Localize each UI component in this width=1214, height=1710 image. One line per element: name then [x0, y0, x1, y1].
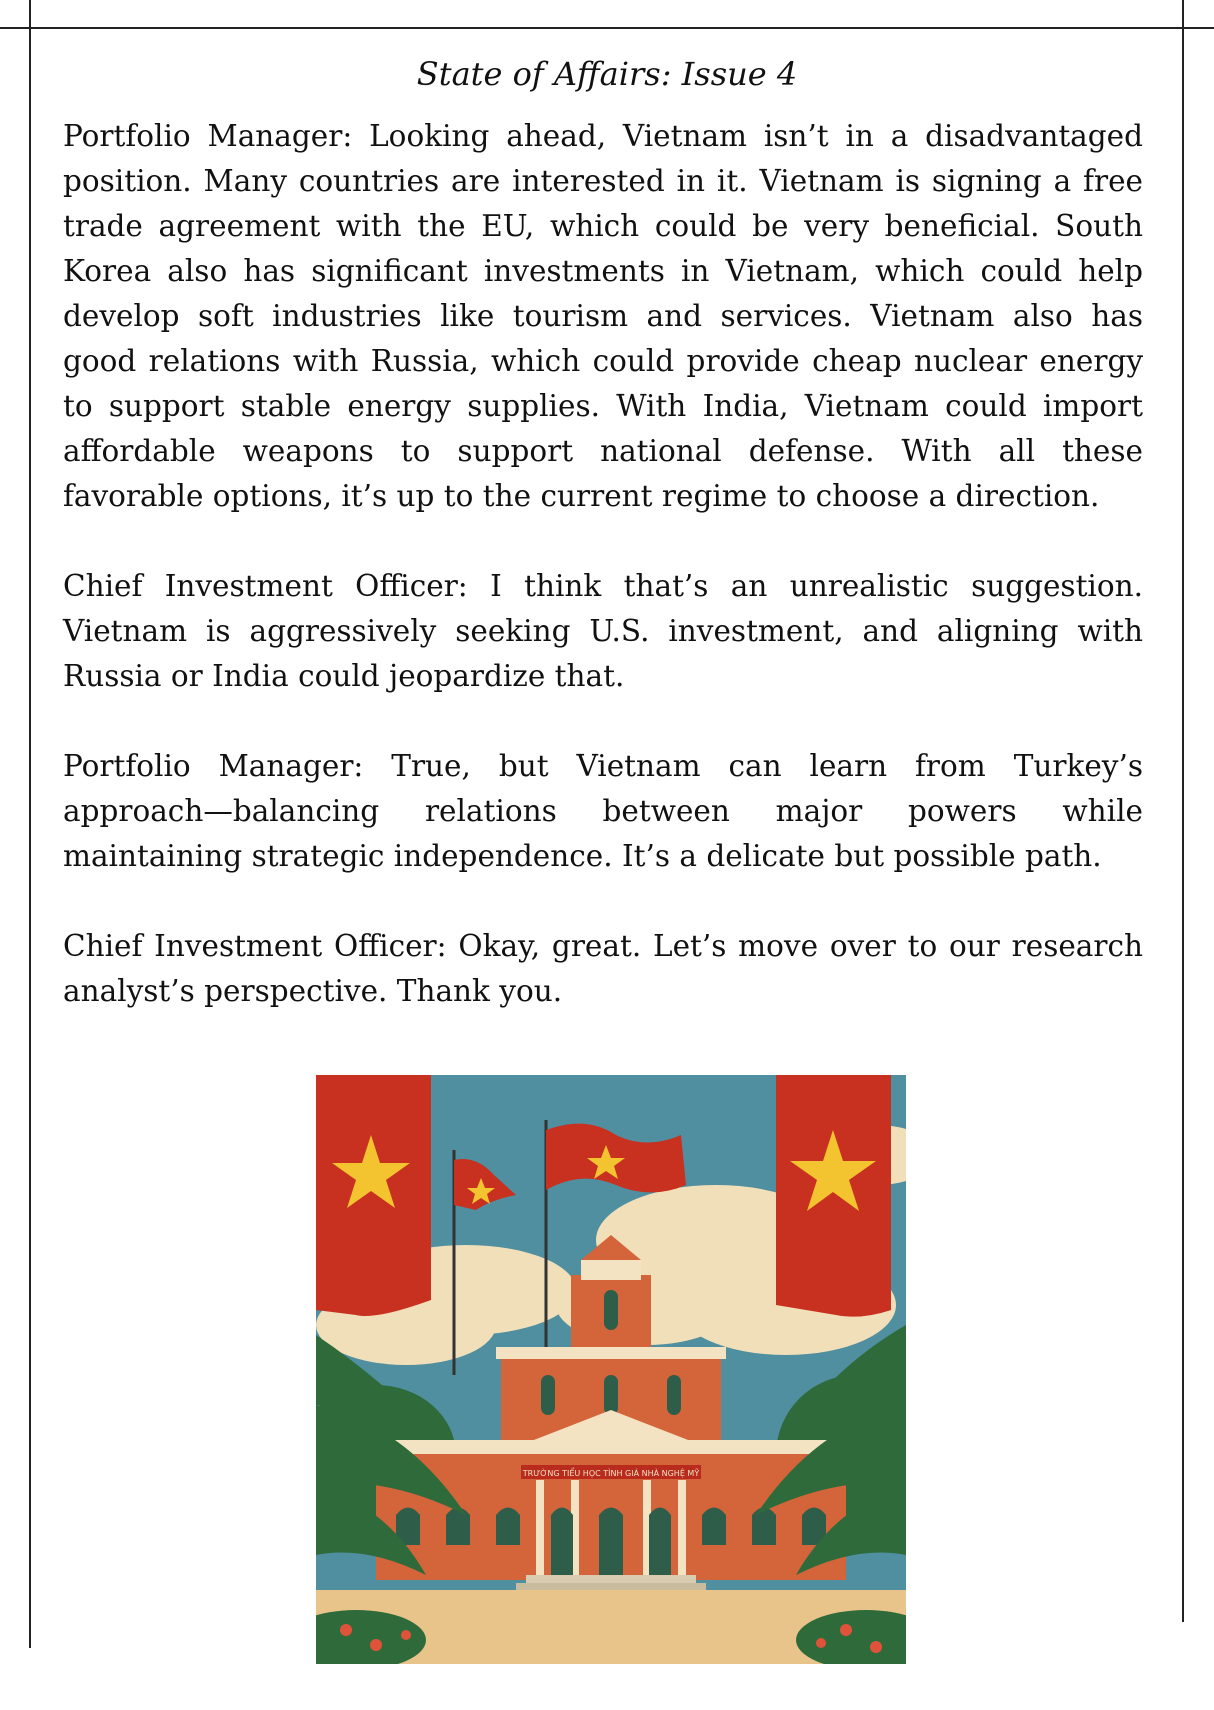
paragraph-3: Portfolio Manager: True, but Vietnam can learn from Turkey’s approach—balancing relations between major powers while maintaining strategic independence. It’s a delicate but possible path. — [63, 749, 1143, 873]
left-rule — [29, 0, 31, 1648]
top-rule — [0, 27, 1214, 29]
building-banner-text: TRƯỜNG TIỂU HỌC TÌNH GIÁ NHÀ NGHỆ MỸ — [522, 1469, 700, 1478]
vietnam-building-illustration — [316, 1075, 906, 1664]
right-rule — [1182, 0, 1184, 1622]
right-banner — [776, 1075, 891, 1317]
article-body — [63, 114, 1143, 1059]
paragraph-4: Chief Investment Officer: Okay, great. Let’s move over to our research analyst’s perspective. Thank you. — [63, 929, 1143, 1008]
page-title: State of Affairs: Issue 4 — [416, 55, 798, 93]
left-banner — [316, 1075, 431, 1316]
paragraph-1: Portfolio Manager: Looking ahead, Vietnam isn’t in a disadvantaged position. Many countries are interested in it. Vietnam is signing a free trade agreement with the EU, which could be very beneficial. South Korea also has significant investments in Vietnam, which could help develop soft industries like tourism and services. Vietnam also has good relations with Russia, which could provide cheap nuclear energy to support stable energy supplies. With India, Vietnam could import affordable weapons to support national defense. With all these favorable options, it’s up to the current regime to choose a direction. — [63, 119, 1143, 513]
paragraph-2: Chief Investment Officer: I think that’s an unrealistic suggestion. Vietnam is aggressively seeking U.S. investment, and aligning with Russia or India could jeopardize that. — [63, 569, 1143, 693]
illustration-svg — [316, 1075, 906, 1664]
